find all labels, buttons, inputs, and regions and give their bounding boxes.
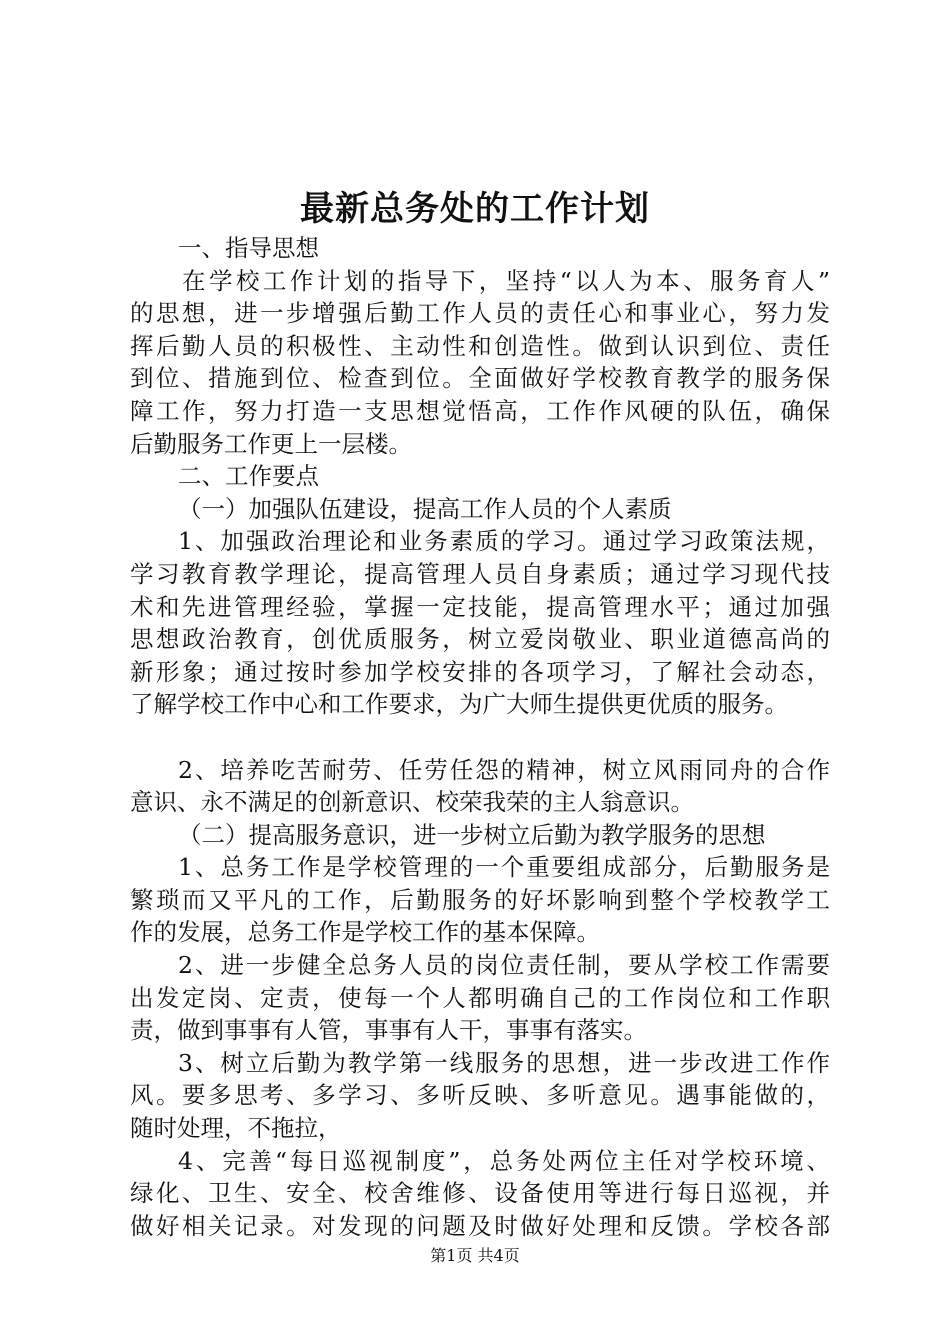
- paragraph-line: 1、总务工作是学校管理的一个重要组成部分，后勤服务是: [178, 853, 830, 882]
- paragraph-line: 新形象；通过按时参加学校安排的各项学习，了解社会动态，: [130, 657, 830, 686]
- paragraph-line: 了解学校工作中心和工作要求，为广大师生提供更优质的服务。: [130, 690, 788, 719]
- paragraph-line: 的思想，进一步增强后勤工作人员的责任心和事业心，努力发: [130, 299, 830, 328]
- paragraph-line: 学习教育教学理论，提高管理人员自身素质；通过学习现代技: [130, 559, 830, 588]
- paragraph-line: 意识、永不满足的创新意识、校荣我荣的主人翁意识。: [130, 788, 694, 817]
- paragraph-line: 2、培养吃苦耐劳、任劳任怨的精神，树立风雨同舟的合作: [178, 755, 830, 784]
- paragraph-line: 作的发展，总务工作是学校工作的基本保障。: [130, 918, 600, 947]
- paragraph-line: 繁琐而又平凡的工作，后勤服务的好坏影响到整个学校教学工: [130, 885, 830, 914]
- paragraph-line: 4、完善“每日巡视制度”，总务处两位主任对学校环境、: [178, 1146, 830, 1175]
- paragraph-line: 风。要多思考、多学习、多听反映、多听意见。遇事能做的，: [130, 1081, 830, 1110]
- blank-line: [130, 721, 830, 754]
- section-heading: 一、指导思想: [178, 234, 319, 262]
- paragraph-line: 3、树立后勤为教学第一线服务的思想，进一步改进工作作: [178, 1048, 830, 1077]
- document-body: [130, 232, 830, 1242]
- document-title: 最新总务处的工作计划: [300, 189, 650, 229]
- paragraph-line: 思想政治教育，创优质服务，树立爱岗敬业、职业道德高尚的: [130, 625, 830, 654]
- subsection-heading: （一）加强队伍建设，提高工作人员的个人素质: [178, 494, 672, 523]
- paragraph-line: 障工作，努力打造一支思想觉悟高，工作作风硬的队伍，确保: [130, 396, 830, 425]
- paragraph-line: 挥后勤人员的积极性、主动性和创造性。做到认识到位、责任: [130, 331, 830, 360]
- page-number-footer: 第1页 共4页: [430, 1246, 520, 1265]
- paragraph-line: 随时处理，不拖拉，: [130, 1114, 342, 1143]
- section-heading: 二、工作要点: [178, 462, 319, 491]
- subsection-heading: （二）提高服务意识，进一步树立后勤为教学服务的思想: [178, 820, 766, 849]
- paragraph-line: 2、进一步健全总务人员的岗位责任制，要从学校工作需要: [178, 951, 830, 980]
- paragraph-line: 1、加强政治理论和业务素质的学习。通过学习政策法规，: [178, 527, 830, 556]
- paragraph-line: 出发定岗、定责，使每一个人都明确自己的工作岗位和工作职: [130, 983, 830, 1012]
- paragraph-line: 做好相关记录。对发现的问题及时做好处理和反馈。学校各部: [130, 1211, 830, 1240]
- paragraph-line: 绿化、卫生、安全、校舍维修、设备使用等进行每日巡视，并: [130, 1179, 830, 1208]
- paragraph-line: 到位、措施到位、检查到位。全面做好学校教育教学的服务保: [130, 364, 830, 393]
- paragraph-line: 责，做到事事有人管，事事有人干，事事有落实。: [130, 1016, 647, 1045]
- paragraph-line: 后勤服务工作更上一层楼。: [130, 429, 412, 458]
- paragraph-line: 术和先进管理经验，掌握一定技能，提高管理水平；通过加强: [130, 592, 830, 621]
- paragraph-line: 在学校工作计划的指导下，坚持“以人为本、服务育人”: [182, 266, 830, 295]
